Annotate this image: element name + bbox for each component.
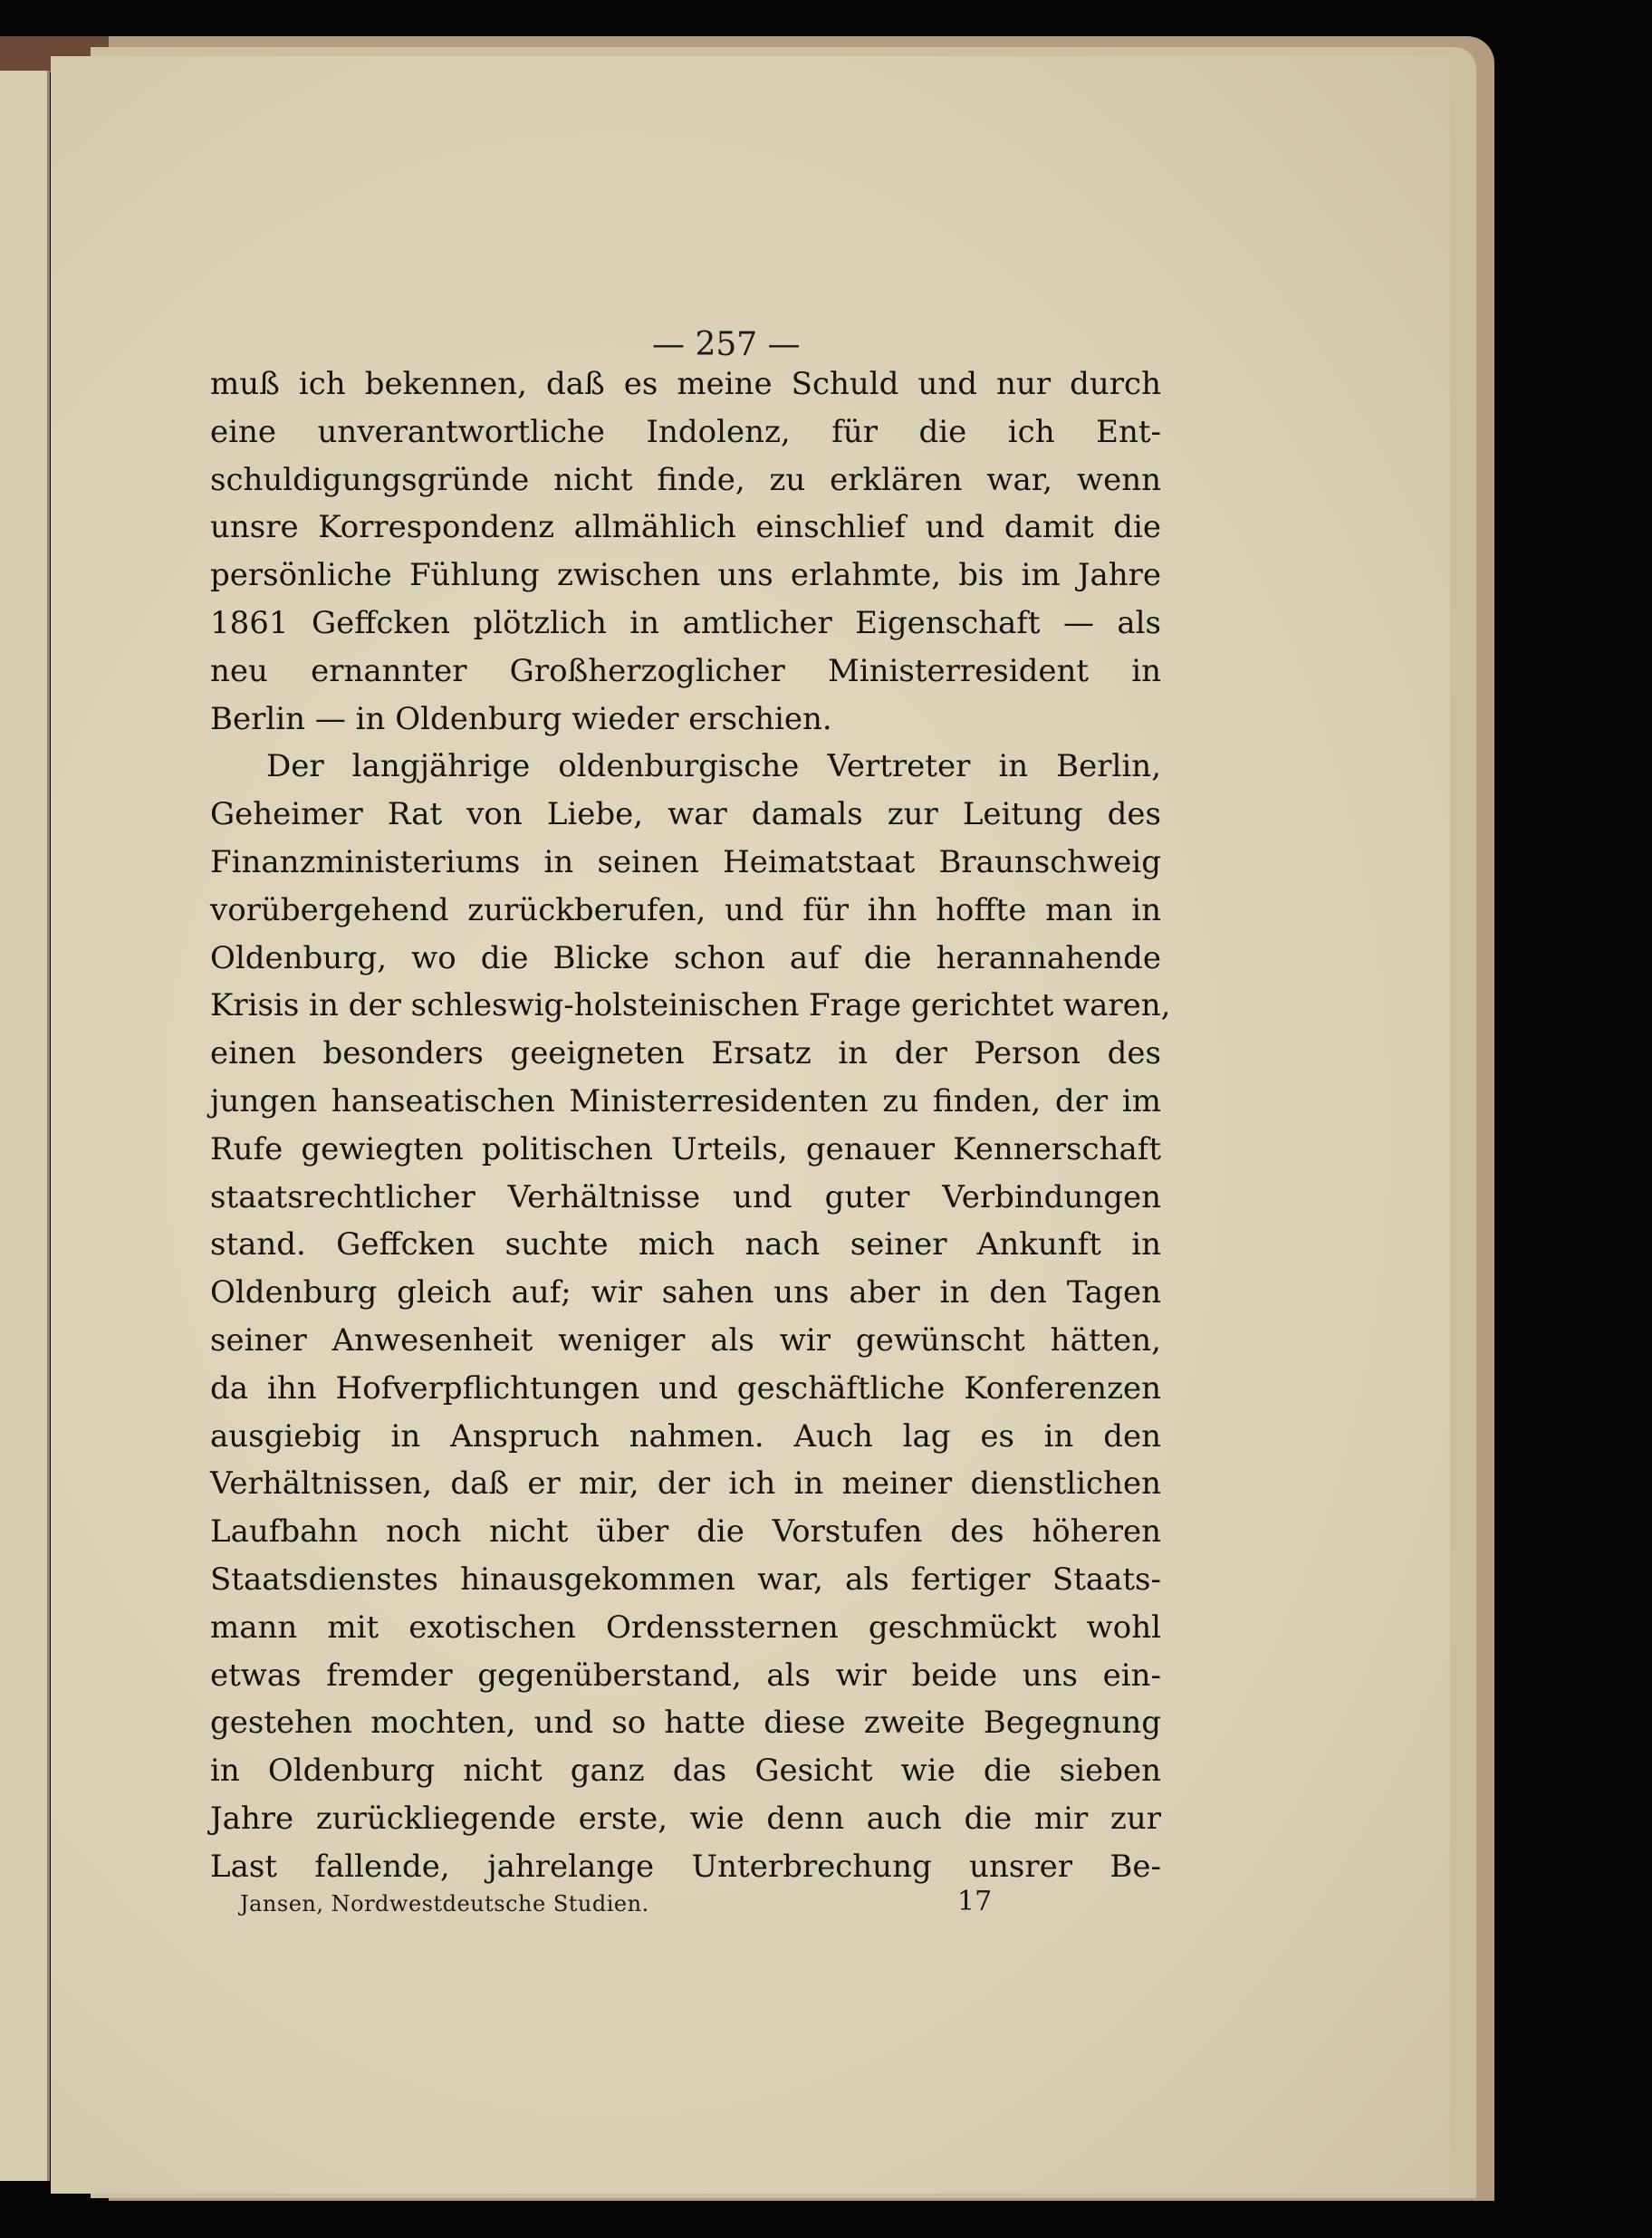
- text-line: eine unverantwortliche Indolenz, für die ich Ent-: [210, 413, 1161, 450]
- page-number: — 257 —: [652, 326, 801, 363]
- text-line: persönliche Fühlung zwischen uns erlahmte, bis im Jahre: [210, 557, 1161, 594]
- text-line: jungen hanseatischen Ministerresidenten zu finden, der im: [210, 1082, 1161, 1119]
- text-line: Der langjährige oldenburgische Vertreter in Berlin,: [266, 748, 1161, 785]
- text-line: in Oldenburg nicht ganz das Gesicht wie die sieben: [210, 1753, 1161, 1790]
- text-line: Finanzministeriums in seinen Heimatstaat Braunschweig: [210, 843, 1161, 880]
- text-line: Krisis in der schleswig-holsteinischen Frage gerichtet waren,: [210, 987, 1171, 1024]
- text-line: mann mit exotischen Ordenssternen geschmückt wohl: [210, 1609, 1161, 1646]
- text-line: ausgiebig in Anspruch nahmen. Auch lag es in den: [210, 1417, 1161, 1455]
- text-line: 1861 Geffcken plötzlich in amtlicher Eigenschaft — als: [210, 604, 1161, 641]
- text-line: neu ernannter Großherzoglicher Ministerresident in: [210, 652, 1161, 689]
- text-line: da ihn Hofverpflichtungen und geschäftliche Konferenzen: [210, 1369, 1161, 1407]
- text-line: einen besonders geeigneten Ersatz in der Person des: [210, 1035, 1161, 1072]
- text-line: etwas fremder gegenüberstand, als wir beide uns ein-: [210, 1657, 1161, 1694]
- text-line: seiner Anwesenheit weniger als wir gewünscht hätten,: [210, 1321, 1161, 1359]
- text-line: staatsrechtlicher Verhältnisse und guter Verbindungen: [210, 1178, 1161, 1215]
- body-text: [210, 360, 1171, 1891]
- text-line: Laufbahn noch nicht über die Vorstufen des höheren: [210, 1513, 1161, 1551]
- left-page-edge: [0, 71, 50, 2181]
- text-line: Staatsdienstes hinausgekommen war, als fertiger Staats-: [210, 1561, 1161, 1598]
- text-line: Verhältnissen, daß er mir, der ich in meiner dienstlichen: [210, 1465, 1161, 1503]
- text-line: Jahre zurückliegende erste, wie denn auch die mir zur: [210, 1800, 1161, 1837]
- text-line: Rufe gewiegten politischen Urteils, genauer Kennerschaft: [210, 1130, 1161, 1167]
- text-line: muß ich bekennen, daß es meine Schuld und nur durch: [210, 366, 1161, 402]
- text-line: Geheimer Rat von Liebe, war damals zur Leitung des: [210, 796, 1161, 833]
- text-line: Last fallende, jahrelange Unterbrechung unsrer Be-: [210, 1848, 1161, 1885]
- text-line: Oldenburg gleich auf; wir sahen uns aber in den Tagen: [210, 1274, 1161, 1311]
- text-line: gestehen mochten, und so hatte diese zweite Begegnung: [210, 1705, 1161, 1742]
- signature-mark: 17: [957, 1886, 993, 1917]
- footer-book-title: Jansen, Nordwestdeutsche Studien.: [240, 1891, 649, 1916]
- text-line: stand. Geffcken suchte mich nach seiner Ankunft in: [210, 1226, 1161, 1263]
- text-line: vorübergehend zurückberufen, und für ihn hoffte man in: [210, 891, 1161, 928]
- text-line: unsre Korrespondenz allmählich einschlief und damit die: [210, 509, 1161, 546]
- text-line: Oldenburg, wo die Blicke schon auf die herannahende: [210, 939, 1161, 976]
- text-line: schuldigungsgründe nicht finde, zu erklären war, wenn: [210, 461, 1161, 498]
- text-line: Berlin — in Oldenburg wieder erschien.: [210, 700, 832, 737]
